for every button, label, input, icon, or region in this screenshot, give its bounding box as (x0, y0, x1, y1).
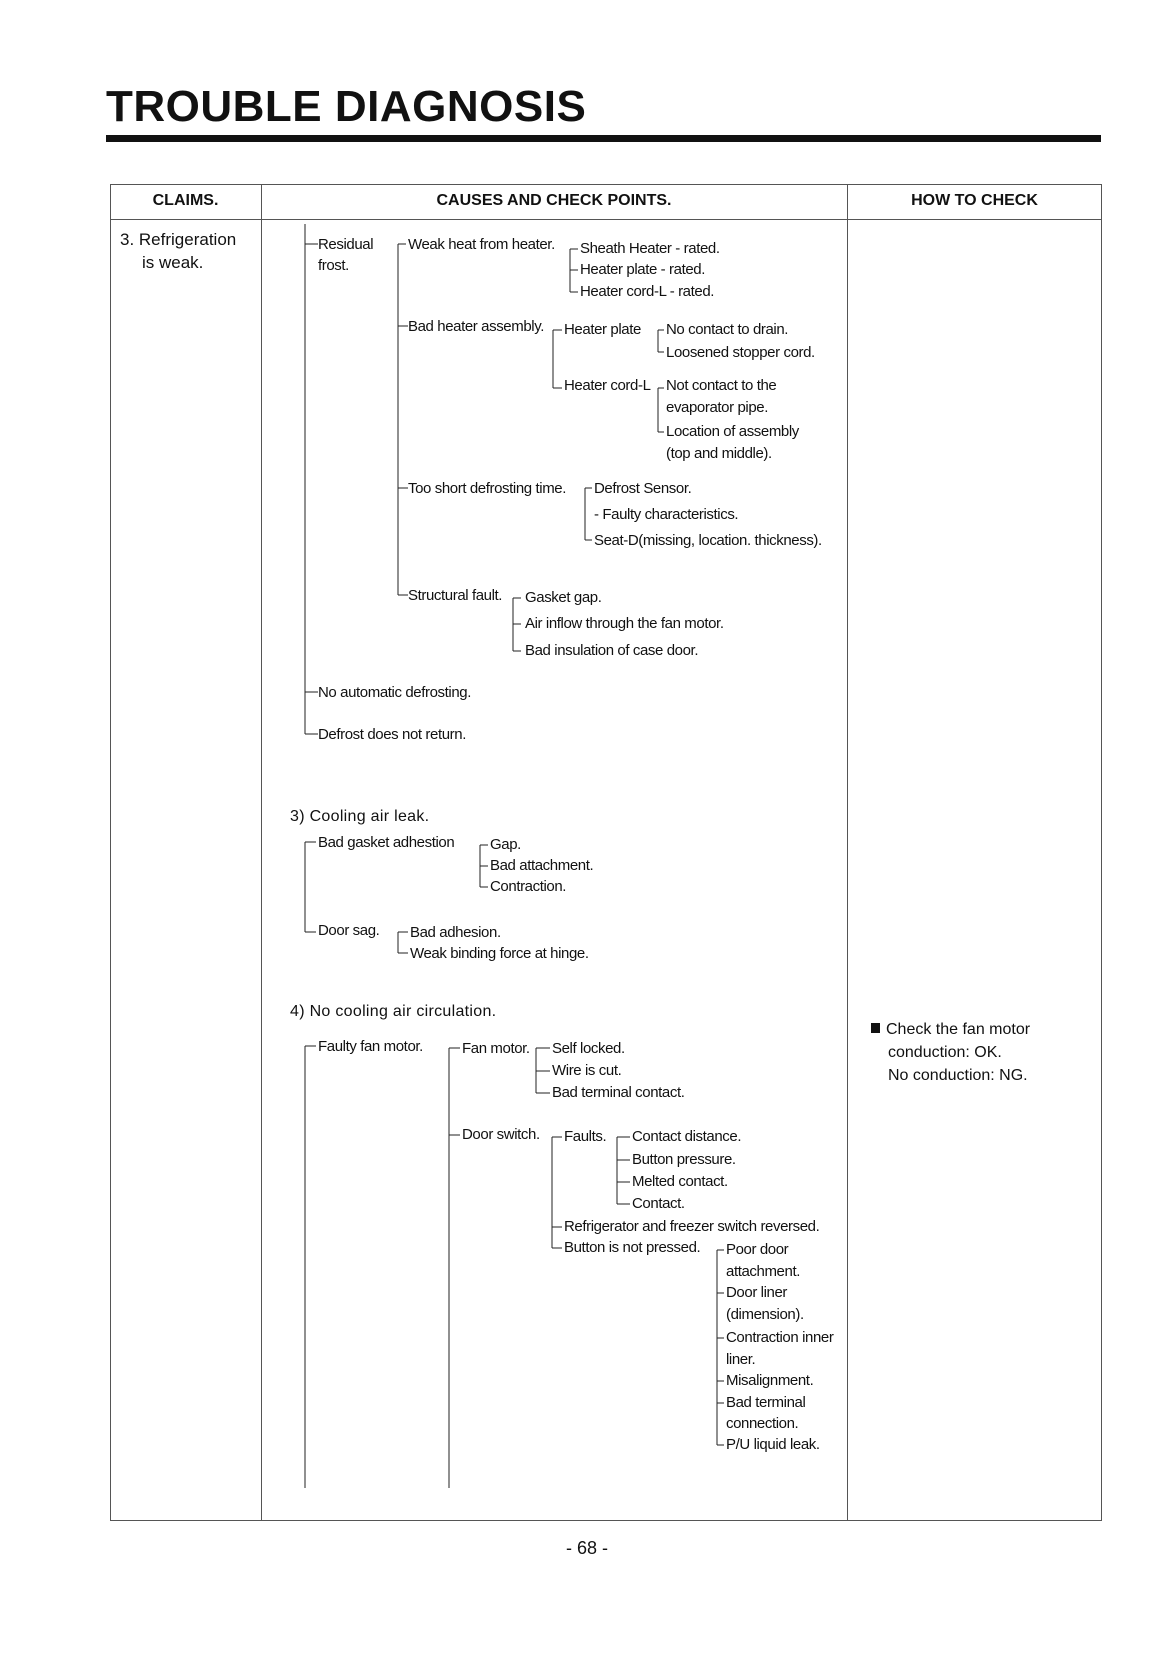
check-dimension: (dimension). (726, 1306, 804, 1323)
cause-residual: Residual (318, 236, 374, 253)
check-no-contact-drain: No contact to drain. (666, 321, 789, 338)
section-cooling-air-leak: 3) Cooling air leak. (290, 808, 430, 825)
cause-button-not-pressed: Button is not pressed. (564, 1239, 701, 1256)
claim-line-2: is weak. (142, 253, 204, 272)
check-contact-distance: Contact distance. (632, 1128, 742, 1145)
how-line-1: Check the fan motor (886, 1021, 1031, 1038)
cause-fan-motor: Fan motor. (462, 1040, 530, 1057)
check-faulty-characteristics: - Faulty characteristics. (594, 506, 739, 523)
cause-bad-heater-assembly: Bad heater assembly. (408, 318, 544, 335)
cause-bad-gasket-adhesion: Bad gasket adhestion (318, 834, 455, 851)
column-header-claims: CLAIMS. (152, 192, 219, 209)
check-top-middle: (top and middle). (666, 445, 772, 462)
check-attachment: attachment. (726, 1263, 800, 1280)
check-bad-terminal-contact: Bad terminal contact. (552, 1084, 685, 1101)
square-bullet-icon (871, 1023, 880, 1033)
check-switch-reversed: Refrigerator and freezer switch reversed. (564, 1218, 820, 1235)
check-button-pressure: Button pressure. (632, 1151, 736, 1168)
check-heater-cord-rated: Heater cord-L - rated. (580, 283, 715, 300)
cause-structural-fault: Structural fault. (408, 587, 503, 604)
check-bad-terminal: Bad terminal (726, 1394, 806, 1411)
check-pu-liquid-leak: P/U liquid leak. (726, 1436, 820, 1453)
section-no-air-circulation: 4) No cooling air circulation. (290, 1003, 497, 1020)
cause-too-short-defrost: Too short defrosting time. (408, 480, 567, 497)
check-misalignment: Misalignment. (726, 1372, 814, 1389)
cause-heater-cord: Heater cord-L (564, 377, 651, 394)
cause-defrost-not-return: Defrost does not return. (318, 726, 466, 743)
check-sheath-heater: Sheath Heater - rated. (580, 240, 720, 257)
page-title: TROUBLE DIAGNOSIS (106, 82, 587, 131)
check-heater-plate-rated: Heater plate - rated. (580, 261, 706, 278)
cause-frost: frost. (318, 257, 349, 274)
check-melted-contact: Melted contact. (632, 1173, 728, 1190)
column-header-causes: CAUSES AND CHECK POINTS. (436, 192, 672, 209)
check-bad-insulation: Bad insulation of case door. (525, 642, 699, 659)
cause-faults: Faults. (564, 1128, 607, 1145)
check-contraction: Contraction. (490, 878, 567, 895)
check-location-assembly: Location of assembly (666, 423, 799, 440)
check-self-locked: Self locked. (552, 1040, 625, 1057)
check-contraction-inner: Contraction inner (726, 1329, 834, 1346)
check-bad-adhesion: Bad adhesion. (410, 924, 501, 941)
cause-weak-heat: Weak heat from heater. (408, 236, 555, 253)
check-defrost-sensor: Defrost Sensor. (594, 480, 692, 497)
page-number: - 68 - (565, 1538, 608, 1558)
check-door-liner: Door liner (726, 1284, 788, 1301)
check-contact: Contact. (632, 1195, 685, 1212)
check-gap: Gap. (490, 836, 521, 853)
check-seat-d: Seat-D(missing, location. thickness). (594, 532, 822, 549)
check-loosened-stopper: Loosened stopper cord. (666, 344, 815, 361)
how-line-2: conduction: OK. (888, 1044, 1002, 1061)
check-poor-door: Poor door (726, 1241, 789, 1258)
cause-no-automatic-defrosting: No automatic defrosting. (318, 684, 471, 701)
how-to-check-note (871, 1018, 1030, 1087)
cause-heater-plate: Heater plate (564, 321, 641, 338)
check-wire-cut: Wire is cut. (552, 1062, 622, 1079)
check-gasket-gap: Gasket gap. (525, 589, 602, 606)
cause-door-sag: Door sag. (318, 922, 380, 939)
check-weak-binding: Weak binding force at hinge. (410, 945, 589, 962)
column-header-how: HOW TO CHECK (911, 192, 1038, 209)
check-not-contact: Not contact to the (666, 377, 777, 394)
check-connection: connection. (726, 1415, 799, 1432)
claim-line-1: 3. Refrigeration (120, 230, 237, 249)
check-bad-attachment: Bad attachment. (490, 857, 594, 874)
cause-door-switch: Door switch. (462, 1126, 540, 1143)
check-air-inflow: Air inflow through the fan motor. (525, 615, 724, 632)
cause-faulty-fan-motor: Faulty fan motor. (318, 1038, 423, 1055)
how-line-3: No conduction: NG. (888, 1067, 1028, 1084)
check-liner: liner. (726, 1351, 756, 1368)
check-evaporator-pipe: evaporator pipe. (666, 399, 769, 416)
